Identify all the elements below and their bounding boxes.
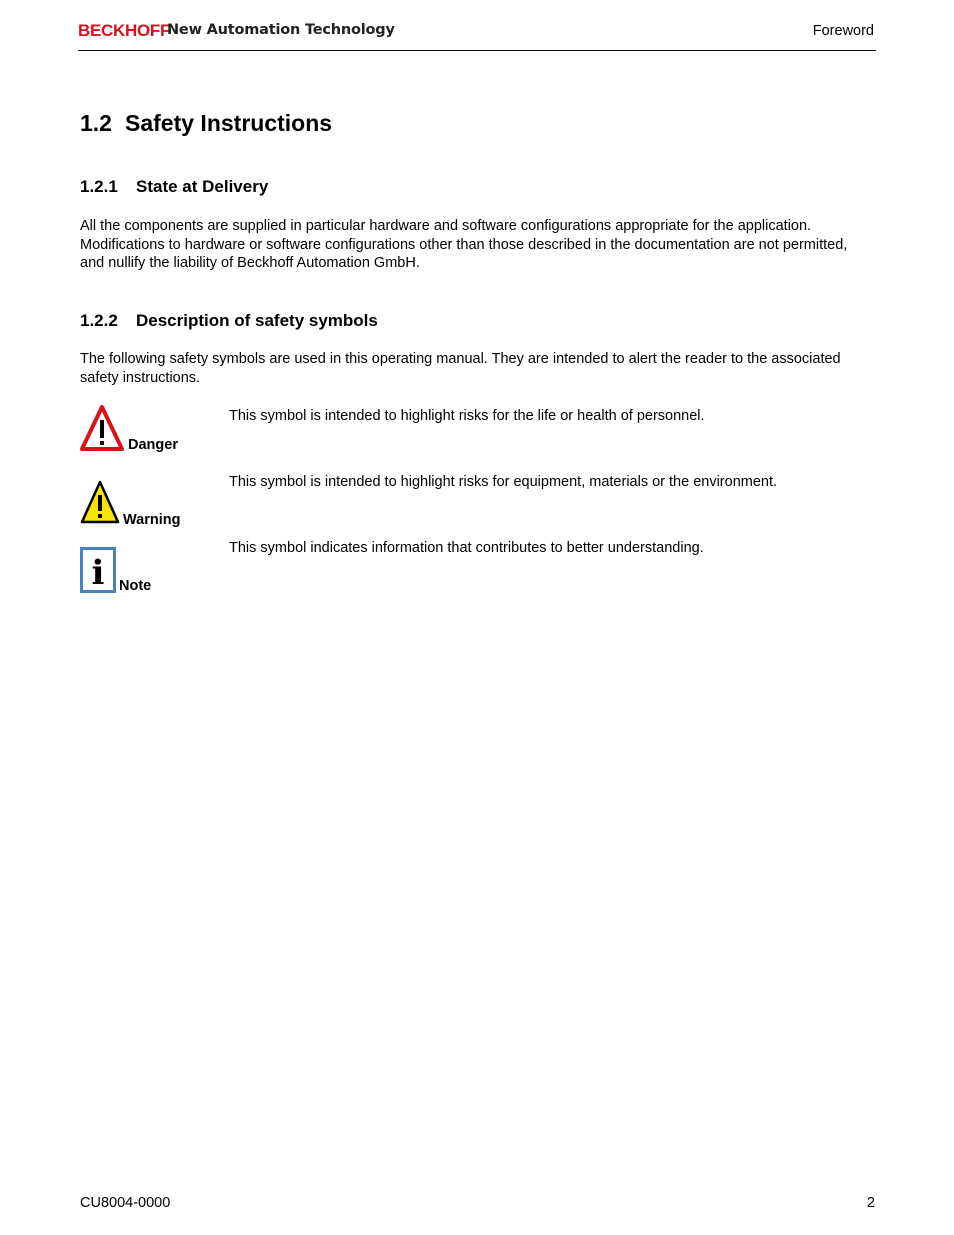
safety-symbols-paragraph: The following safety symbols are used in this operating manual. They are intended to alert the reader to the associated safety instructions.: [80, 351, 841, 386]
section-number: 1.2.1: [80, 177, 118, 196]
brand-logo: BECKHOFF: [78, 21, 171, 40]
header-section-name: Foreword: [812, 23, 874, 39]
section-title: State at Delivery: [136, 177, 269, 196]
state-at-delivery-paragraph: All the components are supplied in particular hardware and software configurations appropriate for the application. Modifications to hardware or software configurations other than those described in the documentation are not permitted, and nullify the liability of Beckhoff Automation GmbH.: [80, 218, 848, 271]
section-number: 1.2.2: [80, 311, 118, 330]
footer-page-number: 2: [866, 1195, 875, 1211]
symbol-label-note: Note: [119, 578, 152, 594]
svg-text:i: i: [91, 553, 105, 593]
page-title: [80, 110, 332, 137]
symbol-label-warning: Warning: [123, 512, 181, 528]
footer-document-id: CU8004-0000: [80, 1195, 171, 1211]
danger-triangle-icon: [80, 405, 124, 456]
symbol-row-warning: [80, 473, 875, 533]
section-heading-state-at-delivery: [80, 177, 268, 197]
brand-tagline: New Automation Technology: [167, 22, 395, 38]
page-title-number: 1.2: [80, 110, 112, 136]
symbol-description-warning: This symbol is intended to highlight risks for equipment, materials or the environment.: [229, 474, 778, 490]
symbol-row-danger: [80, 405, 875, 460]
symbol-label-danger: Danger: [128, 437, 178, 453]
symbol-row-note: [80, 539, 875, 599]
warning-triangle-icon: [80, 480, 120, 529]
page-header: [78, 18, 876, 51]
symbol-description-danger: This symbol is intended to highlight risks for the life or health of personnel.: [229, 408, 705, 424]
section-title: Description of safety symbols: [136, 311, 378, 330]
symbol-description-note: This symbol indicates information that contributes to better understanding.: [229, 540, 704, 556]
page-title-text: Safety Instructions: [125, 110, 333, 136]
info-icon: [80, 547, 116, 598]
section-heading-safety-symbols: [80, 311, 378, 331]
